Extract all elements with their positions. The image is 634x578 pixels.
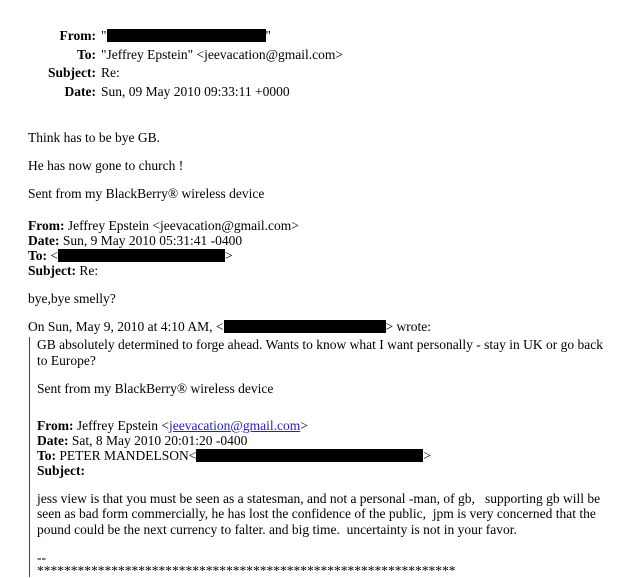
quoted-paragraph: GB absolutely determined to forge ahead. Wants to know what I want personally - stay in UK or go back to Europe?: [37, 337, 604, 368]
header-row-date: [28, 233, 608, 248]
date-label: Date:: [28, 233, 60, 248]
subject-label: Subject:: [37, 462, 85, 478]
subject-value: Re:: [79, 263, 99, 278]
from-suffix: >: [300, 417, 308, 433]
date-value: Sun, 9 May 2010 05:31:41 -0400: [62, 233, 243, 248]
signature-dashes: --: [37, 550, 46, 565]
from-label: From:: [37, 417, 74, 433]
to-suffix: >: [423, 447, 432, 463]
to-prefix: <: [50, 248, 59, 263]
header-row-from: [37, 418, 608, 433]
redaction-bar: [196, 449, 423, 462]
quote-attribution-prefix: On Sun, May 9, 2010 at 4:10 AM, <: [28, 319, 224, 334]
to-label: To:: [37, 447, 57, 463]
quote-attribution-line: [28, 319, 608, 334]
from-value: Jeffrey Epstein <jeevacation@gmail.com>: [67, 218, 299, 233]
email-header-block: [28, 27, 608, 101]
date-value: Sat, 8 May 2010 20:01:20 -0400: [71, 432, 248, 448]
header-row-from: [28, 27, 608, 46]
to-label: To:: [28, 248, 48, 263]
to-label: To:: [76, 46, 96, 62]
subject-value: Re:: [101, 65, 120, 80]
from-value: [101, 28, 271, 43]
blackberry-signature: Sent from my BlackBerry® wireless device: [28, 186, 265, 201]
to-value: "Jeffrey Epstein" <jeevacation@gmail.com>: [101, 46, 343, 62]
quote-attribution-suffix: > wrote:: [385, 319, 431, 334]
message-2-header-block: [28, 218, 608, 278]
subject-label: Subject:: [48, 65, 96, 80]
redaction-bar: [58, 249, 225, 262]
subject-label: Subject:: [28, 263, 76, 278]
email-address-link[interactable]: jeevacation@gmail.com: [168, 417, 301, 433]
from-label: From:: [59, 28, 96, 43]
message-line: He has now gone to church !: [28, 158, 184, 173]
header-row-to: [28, 248, 608, 263]
header-row-to: [28, 46, 608, 65]
message-2-body: bye,bye smelly?: [28, 291, 116, 306]
redaction-bar: [107, 29, 266, 42]
message-3-header-block: [37, 418, 608, 478]
open-quote: ": [101, 28, 107, 43]
message-1-body: [28, 129, 608, 202]
quoted-message-block: [29, 337, 608, 577]
header-row-date: [28, 83, 608, 102]
message-3-body: jess view is that you must be seen as a statesman, and not a personal -man, of gb, supporting gb will be seen as bad form commercially, he has lost the confidence of the public, jpm is very concerned that the pound could be the next currency to falter. and big time. uncertainty is not in your favor.: [37, 490, 604, 537]
from-label: From:: [28, 218, 65, 233]
header-row-subject: [37, 463, 608, 478]
header-row-subject: [28, 64, 608, 83]
header-row-subject: [28, 263, 608, 278]
close-quote: ": [265, 28, 272, 43]
blackberry-signature: Sent from my BlackBerry® wireless device: [37, 381, 274, 396]
signature-asterisk-line: **************************************************************: [37, 563, 456, 578]
message-line: Think has to be bye GB.: [28, 130, 160, 145]
from-prefix: Jeffrey Epstein <: [76, 417, 169, 433]
date-label: Date:: [64, 83, 96, 99]
header-row-date: [37, 433, 608, 448]
header-row-from: [28, 218, 608, 233]
redaction-bar: [224, 320, 386, 333]
to-prefix: PETER MANDELSON<: [59, 447, 197, 463]
header-row-to: [37, 448, 608, 463]
date-value: Sun, 09 May 2010 09:33:11 +0000: [101, 83, 290, 99]
to-suffix: >: [225, 248, 233, 263]
date-label: Date:: [37, 432, 69, 448]
